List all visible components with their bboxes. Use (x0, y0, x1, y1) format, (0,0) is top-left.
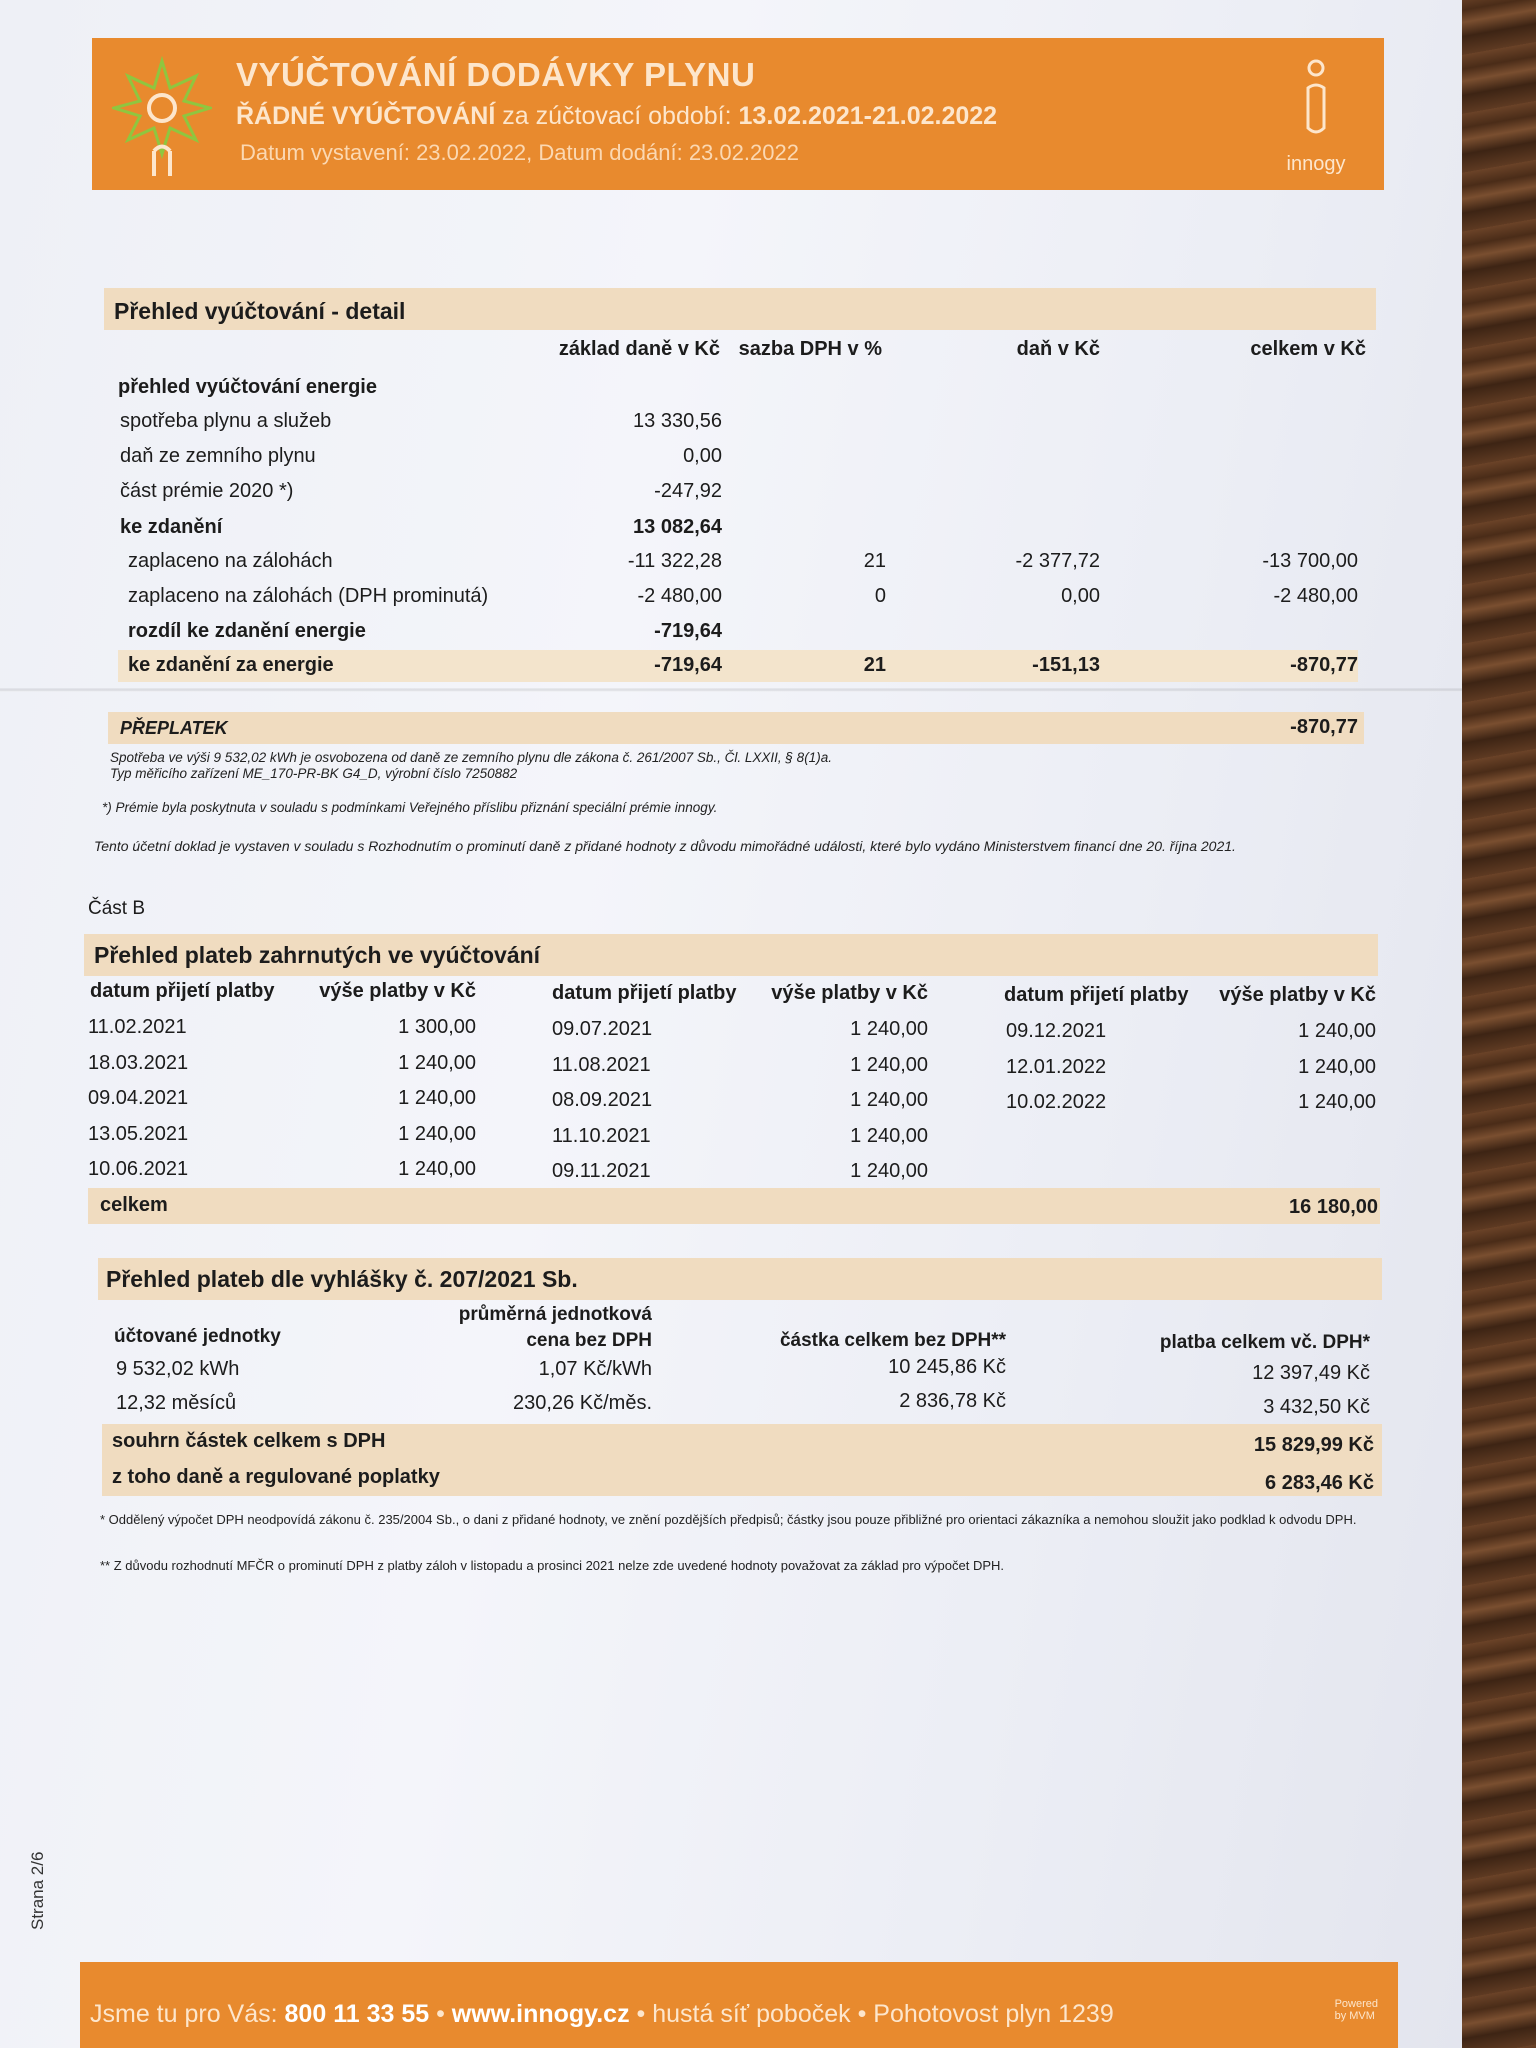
payment-date: 11.08.2021 (552, 1053, 651, 1076)
energy-section-label: přehled vyúčtování energie (118, 376, 377, 398)
payment-amount: 1 240,00 (398, 1158, 476, 1180)
decree-title: Přehled plateb dle vyhlášky č. 207/2021 Sb. (106, 1266, 578, 1292)
exemption-note-line1: Spotřeba ve výši 9 532,02 kWh je osvobozena od daně ze zemního plynu dle zákona č. 261/2007 Sb., Čl. LXXII, § 8(1)a. (110, 750, 832, 765)
pay-col2-date-header: datum přijetí platby (552, 982, 737, 1004)
detail-row-base: -2 480,00 (637, 585, 722, 607)
payment-amount: 1 240,00 (850, 1160, 928, 1182)
footer-phone: 800 11 33 55 (284, 2000, 430, 2028)
decree-unit-price: 230,26 Kč/měs. (513, 1392, 652, 1414)
detail-row-rate: 0 (874, 585, 886, 607)
detail-row-tax: -151,13 (1032, 654, 1100, 676)
decree-amount: 10 245,86 Kč (888, 1356, 1006, 1378)
payment-amount: 1 300,00 (398, 1016, 476, 1038)
detail-row-label: ke zdanění (120, 516, 223, 538)
detail-row-total: -2 480,00 (1273, 585, 1358, 607)
pay-col2-amount-header: výše platby v Kč (771, 982, 928, 1004)
part-b-label: Část B (88, 898, 146, 919)
tax-label: z toho daně a regulované poplatky (112, 1466, 440, 1488)
period-label: za zúčtovací období: (502, 102, 732, 130)
footer-emergency: Pohotovost plyn 1239 (873, 2000, 1114, 2028)
col-header-total-vat: platba celkem vč. DPH* (1159, 1332, 1370, 1353)
payment-amount: 1 240,00 (1298, 1055, 1376, 1078)
payment-date: 13.05.2021 (88, 1122, 189, 1145)
vat-waiver-note-text: Tento účetní doklad je vystaven v souladu s Rozhodnutím o prominutí daně z přidané hodnoty z důvodu mimořádné události, které bylo vydáno Ministerstvem financí dne 20. října 2021. (94, 838, 1236, 854)
payment-amount: 1 240,00 (1298, 1020, 1376, 1042)
exemption-note (110, 750, 1360, 782)
decree-unit-price: 1,07 Kč/kWh (538, 1358, 652, 1380)
payment-date: 09.12.2021 (1006, 1020, 1107, 1042)
footer-contact: Jsme tu pro Vás: 800 11 33 55 • www.innogy.cz • hustá síť poboček • Pohotovost plyn 1239 (90, 2000, 1114, 2028)
detail-row-label: zaplaceno na zálohách (128, 550, 333, 572)
invoice-header (92, 38, 1384, 190)
payment-date: 09.11.2021 (552, 1160, 651, 1182)
payment-date: 12.01.2022 (1006, 1055, 1107, 1078)
brand-name: innogy (1286, 153, 1346, 175)
payments-title: Přehled plateb zahrnutých ve vyúčtování (94, 942, 541, 968)
pay-col1-date-header: datum přijetí platby (90, 980, 275, 1002)
payments-total-label: celkem (100, 1194, 168, 1216)
vat-calc-note: * Oddělený výpočet DPH neodpovídá zákonu č. 235/2004 Sb., o dani z přidané hodnoty, ve znění pozdějších předpisů; částky jsou pouze přibližné pro orientaci zákazníka a nemohou sloužit jako podklad k odvodu DPH. (100, 1512, 1357, 1527)
payment-amount: 1 240,00 (850, 1018, 928, 1040)
detail-row-rate: 21 (863, 550, 886, 572)
payment-date: 09.04.2021 (88, 1087, 189, 1109)
detail-row-label: část prémie 2020 *) (120, 480, 294, 502)
paper-fold (0, 688, 1462, 692)
premium-note-text: *) Prémie byla poskytnuta v souladu s podmínkami Veřejného příslibu přiznání speciální prémie innogy. (102, 800, 718, 815)
footer-lead: Jsme tu pro Vás: (90, 2000, 278, 2028)
detail-row-label: zaplaceno na zálohách (DPH prominutá) (128, 585, 489, 607)
page-number: Strana 2/6 (28, 1851, 47, 1930)
decree-total: 3 432,50 Kč (1263, 1396, 1370, 1418)
col-header-unit-price-1: průměrná jednotková (458, 1304, 652, 1325)
payment-amount: 1 240,00 (850, 1089, 928, 1111)
sun-logo-icon (112, 56, 212, 176)
payment-amount: 1 240,00 (398, 1051, 476, 1074)
powered-line1: Powered (1334, 1998, 1378, 2010)
detail-row-label: rozdíl ke zdanění energie (128, 620, 366, 642)
payment-date: 09.07.2021 (552, 1018, 653, 1040)
payment-amount: 1 240,00 (850, 1053, 928, 1076)
payment-date: 18.03.2021 (88, 1051, 189, 1074)
detail-row-tax: -2 377,72 (1015, 550, 1100, 572)
detail-row-total: -13 700,00 (1262, 550, 1358, 572)
invoice-title: VYÚČTOVÁNÍ DODÁVKY PLYNU (236, 56, 756, 93)
powered-line2: by MVM (1334, 2010, 1375, 2022)
invoice-type: ŘÁDNÉ VYÚČTOVÁNÍ (236, 102, 496, 130)
decree-amount: 2 836,78 Kč (899, 1390, 1006, 1412)
innogy-logo (1276, 56, 1356, 176)
payment-amount: 1 240,00 (1298, 1091, 1376, 1113)
detail-row-base: 13 082,64 (633, 516, 722, 538)
col-header-units: účtované jednotky (114, 1326, 281, 1347)
tax-value: 6 283,46 Kč (1265, 1472, 1374, 1494)
innogy-mark-icon (1296, 56, 1336, 146)
col-header-rate: sazba DPH v % (738, 338, 882, 360)
detail-row-base: 13 330,56 (633, 410, 722, 432)
decree-units: 12,32 měsíců (116, 1392, 237, 1414)
col-header-base: základ daně v Kč (558, 338, 720, 360)
col-header-amount: částka celkem bez DPH** (779, 1330, 1006, 1351)
detail-row-total: -870,77 (1290, 654, 1358, 676)
detail-title: Přehled vyúčtování - detail (114, 298, 406, 324)
col-header-tax: daň v Kč (1016, 338, 1100, 360)
meter-note: Typ měřicího zařízení ME_170-PR-BK G4_D, výrobní číslo 7250882 (110, 766, 518, 781)
payment-amount: 1 240,00 (850, 1124, 928, 1147)
payment-date: 11.10.2021 (552, 1124, 651, 1147)
col-header-unit-price-2: cena bez DPH (526, 1330, 652, 1351)
powered-by-mvm (1335, 1998, 1378, 2022)
overpayment-value: -870,77 (1290, 716, 1358, 738)
detail-row-rate: 21 (863, 654, 886, 676)
pay-col1-amount-header: výše platby v Kč (319, 980, 476, 1002)
detail-row-label: spotřeba plynu a služeb (120, 410, 332, 432)
payment-date: 08.09.2021 (552, 1089, 653, 1111)
premium-note (102, 800, 1362, 816)
col-header-total: celkem v Kč (1250, 338, 1366, 360)
billing-period: 13.02.2021-21.02.2022 (738, 102, 998, 130)
payment-amount: 1 240,00 (398, 1087, 476, 1109)
sum-value: 15 829,99 Kč (1253, 1434, 1374, 1456)
payment-date: 10.06.2021 (88, 1158, 189, 1180)
payment-amount: 1 240,00 (398, 1122, 476, 1145)
payment-date: 10.02.2022 (1006, 1091, 1107, 1113)
decree-units: 9 532,02 kWh (116, 1358, 240, 1380)
detail-row-base: 0,00 (683, 445, 722, 467)
invoice-subtitle (236, 102, 997, 131)
vat-waiver-note (94, 838, 1364, 854)
mfcr-note: ** Z důvodu rozhodnutí MFČR o prominutí DPH z platby záloh v listopadu a prosinci 2021 nelze zde uvedené hodnoty považovat za základ pro výpočet DPH. (100, 1558, 1005, 1573)
detail-row-label: ke zdanění za energie (128, 654, 334, 676)
footer-branches: hustá síť poboček (652, 2000, 851, 2028)
payment-date: 11.02.2021 (88, 1016, 187, 1038)
detail-row-base: -719,64 (654, 620, 722, 642)
issue-dates: Datum vystavení: 23.02.2022, Datum dodání: 23.02.2022 (240, 140, 799, 165)
decree-total: 12 397,49 Kč (1252, 1362, 1370, 1384)
overpayment-label: PŘEPLATEK (120, 718, 228, 738)
detail-row-base: -11 322,28 (627, 550, 722, 572)
pay-col3-amount-header: výše platby v Kč (1219, 984, 1376, 1006)
detail-row-base: -719,64 (654, 654, 722, 676)
payments-total-value: 16 180,00 (1289, 1196, 1378, 1218)
pay-col3-date-header: datum přijetí platby (1004, 984, 1189, 1006)
detail-row-label: daň ze zemního plynu (120, 445, 316, 467)
detail-row-tax: 0,00 (1061, 585, 1100, 607)
sum-label: souhrn částek celkem s DPH (112, 1430, 386, 1452)
detail-row-base: -247,92 (654, 480, 722, 502)
footer-bar (80, 1962, 1398, 2048)
footer-web-link: www.innogy.cz (451, 2000, 630, 2028)
